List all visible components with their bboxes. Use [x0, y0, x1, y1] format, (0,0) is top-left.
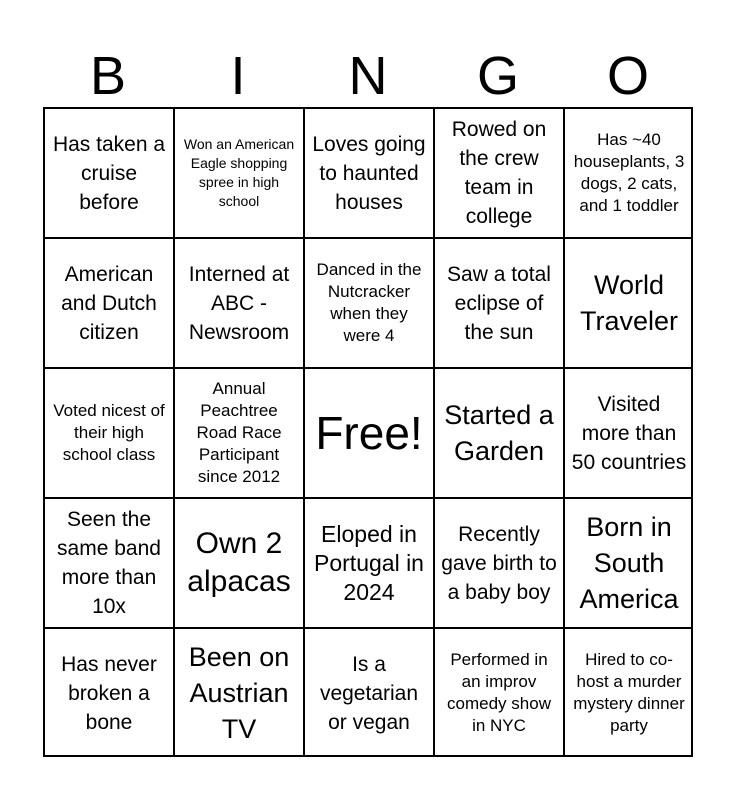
bingo-cell[interactable]: [173, 627, 303, 757]
cell-text: Interned at ABC - Newsroom: [188, 262, 290, 344]
cell-text: Is a vegetarian or vegan: [319, 652, 419, 734]
cell-text: Won an American Eagle shopping spree in high school: [183, 136, 295, 209]
cell-text: Recently gave birth to a baby boy: [441, 522, 557, 604]
bingo-cell[interactable]: [43, 367, 173, 497]
bingo-cell[interactable]: [303, 627, 433, 757]
cell-text: Visited more than 50 countries: [571, 392, 687, 474]
bingo-cell[interactable]: [43, 237, 173, 367]
header-letter-b: B: [89, 46, 127, 106]
header-letter-g: G: [476, 46, 519, 106]
header-letter-i: I: [230, 46, 246, 106]
bingo-grid: [43, 107, 693, 757]
header-letter-n: N: [348, 46, 388, 106]
cell-text: Has taken a cruise before: [52, 132, 166, 214]
cell-text: Hired to co-host a murder mystery dinner party: [573, 650, 685, 735]
bingo-cell[interactable]: [173, 497, 303, 627]
header-letter-o: O: [606, 46, 649, 106]
cell-text: Annual Peachtree Road Race Participant since 2012: [196, 379, 282, 486]
bingo-cell[interactable]: [303, 497, 433, 627]
bingo-header: [43, 44, 693, 108]
bingo-cell[interactable]: [43, 107, 173, 237]
cell-text: Born in South America: [579, 512, 679, 614]
cell-text: Loves going to haunted houses: [312, 132, 426, 214]
bingo-cell[interactable]: [173, 367, 303, 497]
cell-text: Performed in an improv comedy show in NYC: [447, 650, 551, 735]
bingo-cell[interactable]: [303, 107, 433, 237]
bingo-cell[interactable]: [43, 497, 173, 627]
cell-text: Own 2 alpacas: [187, 527, 291, 598]
cell-text: Voted nicest of their high school class: [53, 401, 165, 464]
cell-text: Danced in the Nutcracker when they were 4: [316, 260, 422, 345]
bingo-cell[interactable]: [433, 627, 563, 757]
bingo-cell[interactable]: [433, 107, 563, 237]
free-space-cell[interactable]: [303, 367, 433, 497]
free-space-text: Free!: [315, 407, 423, 459]
bingo-cell[interactable]: [303, 237, 433, 367]
bingo-cell[interactable]: [433, 367, 563, 497]
bingo-cell[interactable]: [43, 627, 173, 757]
cell-text: Saw a total eclipse of the sun: [447, 262, 551, 344]
cell-text: Has ~40 houseplants, 3 dogs, 2 cats, and 1 toddler: [573, 130, 685, 215]
bingo-cell[interactable]: [563, 627, 693, 757]
bingo-cell[interactable]: [563, 237, 693, 367]
cell-text: Has never broken a bone: [61, 652, 157, 734]
bingo-cell[interactable]: [173, 237, 303, 367]
bingo-cell[interactable]: [433, 237, 563, 367]
cell-text: Eloped in Portugal in 2024: [314, 520, 424, 605]
cell-text: Started a Garden: [444, 400, 554, 466]
cell-text: World Traveler: [579, 270, 679, 336]
cell-text: Rowed on the crew team in college: [451, 118, 547, 228]
bingo-cell[interactable]: [563, 107, 693, 237]
bingo-cell[interactable]: [433, 497, 563, 627]
bingo-cell[interactable]: [563, 367, 693, 497]
cell-text: Seen the same band more than 10x: [57, 508, 161, 618]
cell-text: American and Dutch citizen: [61, 262, 157, 344]
bingo-cell[interactable]: [563, 497, 693, 627]
bingo-cell[interactable]: [173, 107, 303, 237]
cell-text: Been on Austrian TV: [188, 642, 290, 744]
